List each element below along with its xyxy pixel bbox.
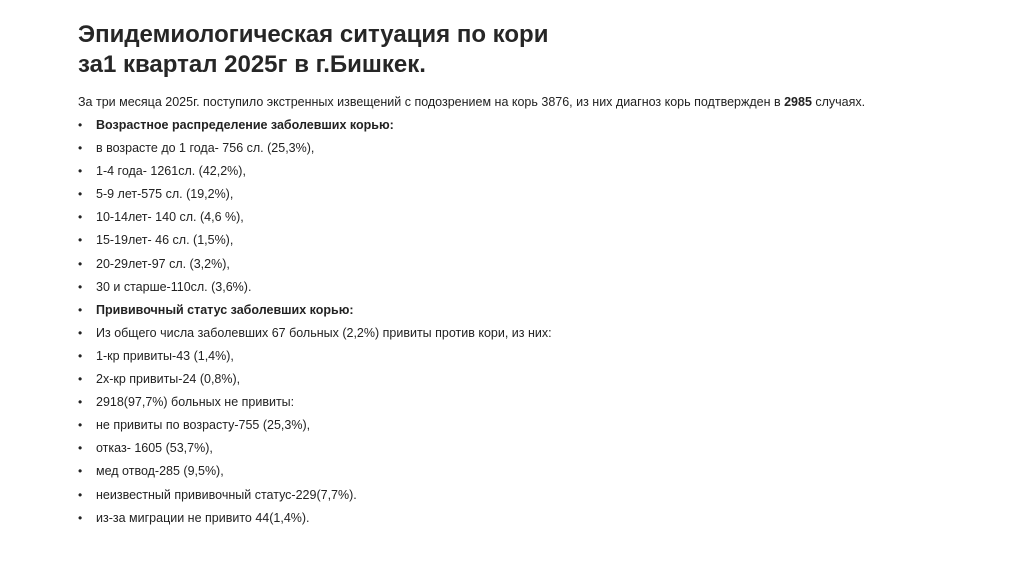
list-item-text: 15-19лет- 46 сл. (1,5%), (96, 233, 234, 248)
bullet-list (78, 116, 552, 532)
list-item-text: 10-14лет- 140 сл. (4,6 %), (96, 210, 244, 225)
bullet-marker: • (78, 118, 83, 132)
bullet-marker: • (78, 487, 83, 502)
list-item-text: Прививочный статус заболевших корью: (96, 302, 354, 317)
list-item-text: Из общего числа заболевших 67 больных (2,2%) привиты против кори, из них: (96, 325, 552, 340)
list-item (78, 347, 552, 370)
bullet-marker: • (78, 233, 83, 248)
list-item-text: 20-29лет-97 сл. (3,2%), (96, 256, 230, 271)
bullet-marker: • (78, 164, 83, 179)
intro-text-before: За три месяца 2025г. поступило экстренных извещений с подозрением на корь 3876, из них диагноз корь подтвержден в (78, 95, 785, 109)
bullet-marker: • (78, 441, 83, 456)
bullet-marker: • (78, 372, 83, 387)
list-item (78, 486, 552, 509)
list-item (78, 370, 552, 393)
list-item (78, 324, 552, 347)
list-item-text: 2х-кр привиты-24 (0,8%), (96, 372, 241, 387)
list-item-text: 30 и старше-110сл. (3,6%). (96, 279, 252, 294)
bullet-marker: • (78, 510, 83, 525)
list-item-text: Возрастное распределение заболевших корью: (96, 118, 394, 132)
bullet-marker: • (78, 256, 83, 271)
page-title (78, 20, 548, 80)
list-item-text: 2918(97,7%) больных не привиты: (96, 395, 295, 410)
bullet-marker: • (78, 187, 83, 202)
intro-bold-number: 2985 (784, 95, 812, 109)
section-heading-item (78, 301, 552, 324)
list-item-text: из-за миграции не привито 44(1,4%). (96, 510, 310, 525)
bullet-marker: • (78, 464, 83, 479)
list-item-text: 1-кр привиты-43 (1,4%), (96, 348, 234, 363)
list-item-text: 5-9 лет-575 сл. (19,2%), (96, 187, 234, 202)
title-line-2: за1 квартал 2025г в г.Бишкек. (78, 51, 426, 78)
list-item (78, 255, 552, 278)
list-item-text: не привиты по возрасту-755 (25,3%), (96, 418, 311, 433)
list-item-text: 1-4 года- 1261сл. (42,2%), (96, 164, 246, 179)
bullet-marker: • (78, 418, 83, 433)
bullet-marker: • (78, 279, 83, 294)
list-item (78, 393, 552, 416)
list-item-text: мед отвод-285 (9,5%), (96, 464, 224, 479)
list-item (78, 162, 552, 185)
list-item (78, 439, 552, 462)
intro-paragraph (78, 93, 865, 111)
list-item (78, 278, 552, 301)
section-heading-item (78, 116, 552, 139)
bullet-marker: • (78, 141, 83, 156)
intro-text-after: случаях. (811, 95, 866, 109)
list-item (78, 462, 552, 485)
list-item (78, 139, 552, 162)
list-item (78, 231, 552, 254)
bullet-marker: • (78, 348, 83, 363)
list-item (78, 185, 552, 208)
bullet-marker: • (78, 302, 83, 317)
list-item-text: отказ- 1605 (53,7%), (96, 441, 213, 456)
bullet-marker: • (78, 325, 83, 340)
list-item-text: неизвестный прививочный статус-229(7,7%). (96, 487, 357, 502)
title-line-1: Эпидемиологическая ситуация по кори (78, 21, 549, 48)
bullet-marker: • (78, 395, 83, 410)
list-item (78, 208, 552, 231)
bullet-marker: • (78, 210, 83, 225)
list-item (78, 416, 552, 439)
list-item (78, 509, 552, 532)
list-item-text: в возрасте до 1 года- 756 сл. (25,3%), (96, 141, 315, 156)
